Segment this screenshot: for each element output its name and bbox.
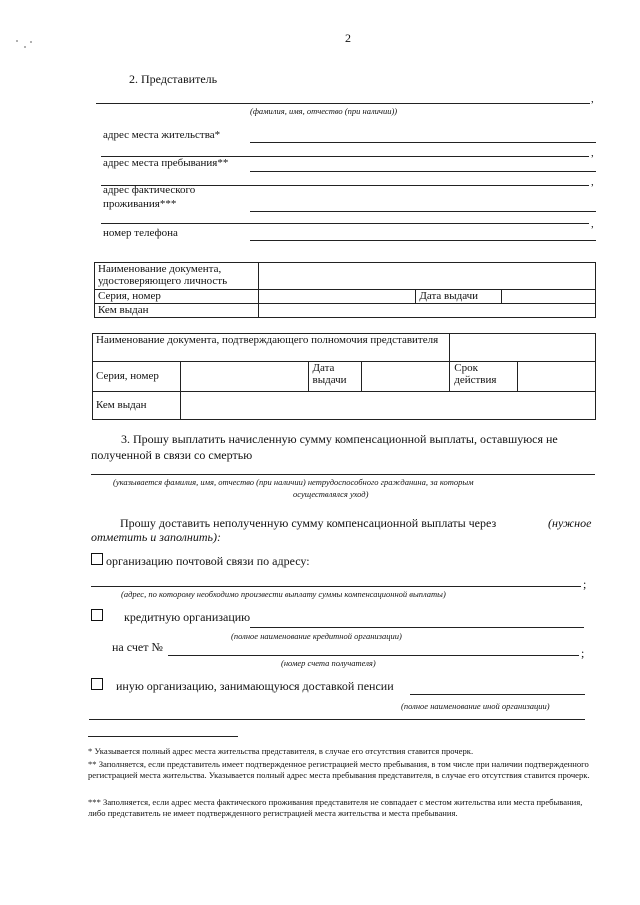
representative-name-line[interactable] xyxy=(96,103,590,104)
other-org-caption: (полное наименование иной организации) xyxy=(401,701,550,711)
section-3-line-1: 3. Прошу выплатить начисленную сумму компенсационной выплаты, оставшуюся не xyxy=(121,432,558,446)
authority-issued-by-field[interactable] xyxy=(180,392,595,420)
deceased-name-line[interactable] xyxy=(91,474,595,475)
identity-issued-by-field[interactable] xyxy=(258,304,595,318)
scan-speck xyxy=(30,41,32,43)
identity-document-table xyxy=(94,262,596,318)
deceased-caption-1: (указывается фамилия, имя, отчество (при наличии) нетрудоспособного гражданина, за которым xyxy=(113,477,474,487)
authority-issued-by-label: Кем выдан xyxy=(93,392,181,420)
deliver-note: (нужное xyxy=(548,516,592,530)
comma: , xyxy=(591,176,594,188)
footnote-separator xyxy=(88,736,238,737)
name-caption: (фамилия, имя, отчество (при наличии)) xyxy=(250,106,398,116)
postal-address-line[interactable] xyxy=(91,586,581,587)
identity-issue-date-label: Дата выдачи xyxy=(416,290,502,304)
credit-checkbox[interactable] xyxy=(91,609,103,621)
authority-series-field[interactable] xyxy=(180,362,308,392)
authority-date-label: Дата выдачи xyxy=(308,362,362,392)
authority-term-field[interactable] xyxy=(518,362,596,392)
comma: , xyxy=(591,93,594,105)
actual-address-line-2[interactable] xyxy=(101,223,589,224)
label-actual-address-2: проживания*** xyxy=(103,198,177,210)
identity-series-field[interactable] xyxy=(258,290,416,304)
credit-caption: (полное наименование кредитной организации) xyxy=(231,631,402,641)
deceased-caption-2: осуществлялся уход) xyxy=(293,489,369,499)
scan-speck xyxy=(24,46,26,48)
account-number-line[interactable] xyxy=(168,655,579,656)
page-number: 2 xyxy=(345,31,351,45)
account-caption: (номер счета получателя) xyxy=(281,658,376,668)
label-residence-address: адрес места жительства* xyxy=(103,129,221,141)
other-org-checkbox[interactable] xyxy=(91,678,103,690)
identity-issued-by-label: Кем выдан xyxy=(95,304,259,318)
section-2-heading: 2. Представитель xyxy=(129,72,218,86)
authority-term-label: Срок действия xyxy=(450,362,518,392)
other-org-line-2[interactable] xyxy=(89,719,585,720)
deliver-note-2: отметить и заполнить): xyxy=(91,530,221,544)
semicolon: ; xyxy=(581,646,585,660)
footnote-2: ** Заполняется, если представитель имеет подтвержденное регистрацией место пребывания, в том числе при наличии подтвержденного регистрацией места жительства. Указывается полный адрес места пребывания представителя, в случае его отсутствия ставится прочерк. xyxy=(88,759,590,780)
label-stay-address: адрес места пребывания** xyxy=(103,157,229,169)
label-actual-address-1: адрес фактического xyxy=(103,184,196,196)
phone-line[interactable] xyxy=(250,240,596,241)
comma: , xyxy=(591,147,594,159)
postal-checkbox[interactable] xyxy=(91,553,103,565)
identity-doc-name-field[interactable] xyxy=(258,263,595,290)
semicolon: ; xyxy=(583,577,587,591)
postal-option-label: организацию почтовой связи по адресу: xyxy=(106,554,310,568)
deliver-text: Прошу доставить неполученную сумму компенсационной выплаты через xyxy=(120,516,497,530)
footnote-3: *** Заполняется, если адрес места фактического проживания представителя не совпадает с местом жительства или места пребывания, либо представитель не имеет подтвержденного регистрацией места жительства и места пребывания. xyxy=(88,797,583,818)
postal-caption: (адрес, по которому необходимо произвести выплату суммы компенсационной выплаты) xyxy=(121,589,446,599)
identity-doc-name-label: Наименование документа, удостоверяющего личность xyxy=(95,263,259,290)
identity-series-label: Серия, номер xyxy=(95,290,259,304)
scan-speck xyxy=(16,40,18,42)
other-org-line[interactable] xyxy=(410,694,585,695)
actual-address-line[interactable] xyxy=(250,211,596,212)
stay-address-line[interactable] xyxy=(250,171,596,172)
identity-issue-date-field[interactable] xyxy=(502,290,596,304)
footnote-1: * Указывается полный адрес места жительства представителя, в случае его отсутствия ставится прочерк. xyxy=(88,746,474,756)
authority-series-label: Серия, номер xyxy=(93,362,181,392)
authority-doc-name-label: Наименование документа, подтверждающего полномочия представителя xyxy=(93,334,450,362)
label-phone: номер телефона xyxy=(103,227,178,239)
account-label: на счет № xyxy=(112,640,163,654)
section-3-line-2: полученной в связи со смертью xyxy=(91,448,253,462)
authority-doc-name-field[interactable] xyxy=(450,334,596,362)
authority-date-field[interactable] xyxy=(362,362,450,392)
credit-option-label: кредитную организацию xyxy=(124,610,251,624)
authority-document-table xyxy=(92,333,596,420)
comma: , xyxy=(591,218,594,230)
other-org-option-label: иную организацию, занимающуюся доставкой пенсии xyxy=(116,679,394,693)
residence-address-line[interactable] xyxy=(250,142,596,143)
credit-org-line[interactable] xyxy=(250,627,584,628)
